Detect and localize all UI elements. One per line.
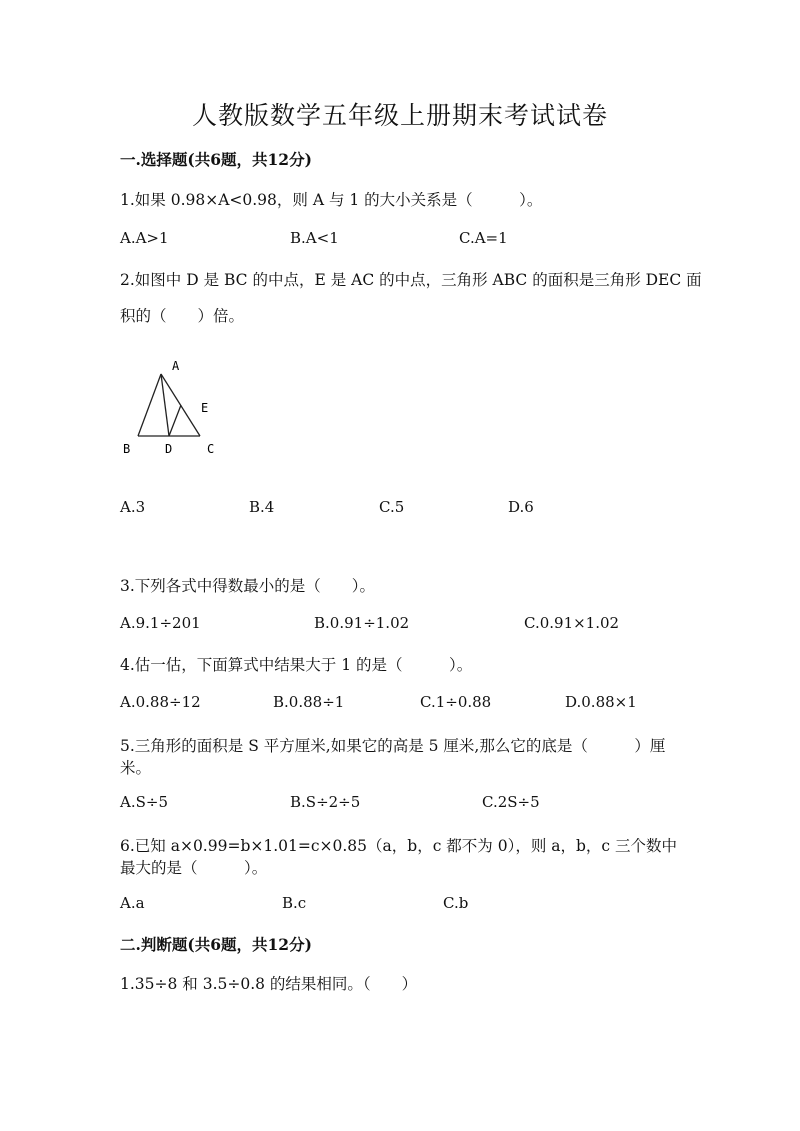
judgment-question-1: 1.35÷8 和 3.5÷0.8 的结果相同。（ ） [120, 975, 418, 993]
question-6-line-2: 最大的是（ ）。 [120, 859, 268, 877]
side-ab [138, 374, 161, 436]
question-1: 1.如果 0.98×A<0.98，则 A 与 1 的大小关系是（ ）。 [120, 191, 543, 209]
q4-option-b: B.0.88÷1 [273, 693, 345, 711]
segment-de [169, 405, 181, 436]
q2-option-a: A.3 [120, 498, 146, 516]
q3-option-c: C.0.91×1.02 [524, 614, 620, 632]
q2-option-c: C.5 [379, 498, 405, 516]
section-heading-choice: 一.选择题(共6题，共12分) [120, 150, 312, 169]
q5-option-a: A.S÷5 [120, 793, 168, 811]
triangle-figure [110, 352, 230, 464]
q6-option-b: B.c [282, 894, 307, 912]
question-5-line-2: 米。 [120, 759, 152, 777]
question-3: 3.下列各式中得数最小的是（ ）。 [120, 577, 376, 595]
label-a: A [172, 359, 180, 373]
section-heading-judgment: 二.判断题(共6题，共12分) [120, 935, 312, 954]
q2-option-d: D.6 [508, 498, 534, 516]
q4-option-c: C.1÷0.88 [420, 693, 492, 711]
segment-ad [161, 374, 169, 436]
q6-option-a: A.a [120, 894, 145, 912]
q5-option-c: C.2S÷5 [482, 793, 540, 811]
q1-option-c: C.A=1 [459, 229, 508, 247]
question-6-line-1: 6.已知 a×0.99=b×1.01=c×0.85（a，b，c 都不为 0），则 a，b，c 三个数中 [120, 837, 678, 855]
q1-option-a: A.A>1 [120, 229, 169, 247]
q6-option-c: C.b [443, 894, 469, 912]
label-e: E [201, 401, 209, 415]
q1-option-b: B.A<1 [290, 229, 339, 247]
question-5-line-1: 5.三角形的面积是 S 平方厘米,如果它的高是 5 厘米,那么它的底是（ ）厘 [120, 737, 666, 755]
q3-option-b: B.0.91÷1.02 [314, 614, 410, 632]
label-c: C [207, 442, 215, 456]
q5-option-b: B.S÷2÷5 [290, 793, 361, 811]
question-4: 4.估一估，下面算式中结果大于 1 的是（ ）。 [120, 656, 473, 674]
q2-option-b: B.4 [249, 498, 275, 516]
question-2-line-2: 积的（ ）倍。 [120, 307, 245, 325]
q3-option-a: A.9.1÷201 [120, 614, 201, 632]
question-2-line-1: 2.如图中 D 是 BC 的中点，E 是 AC 的中点，三角形 ABC 的面积是三角形 DEC 面 [120, 271, 702, 289]
label-b: B [123, 442, 131, 456]
page-title: 人教版数学五年级上册期末考试试卷 [191, 101, 608, 130]
label-d: D [165, 442, 173, 456]
q4-option-d: D.0.88×1 [565, 693, 637, 711]
q4-option-a: A.0.88÷12 [120, 693, 201, 711]
